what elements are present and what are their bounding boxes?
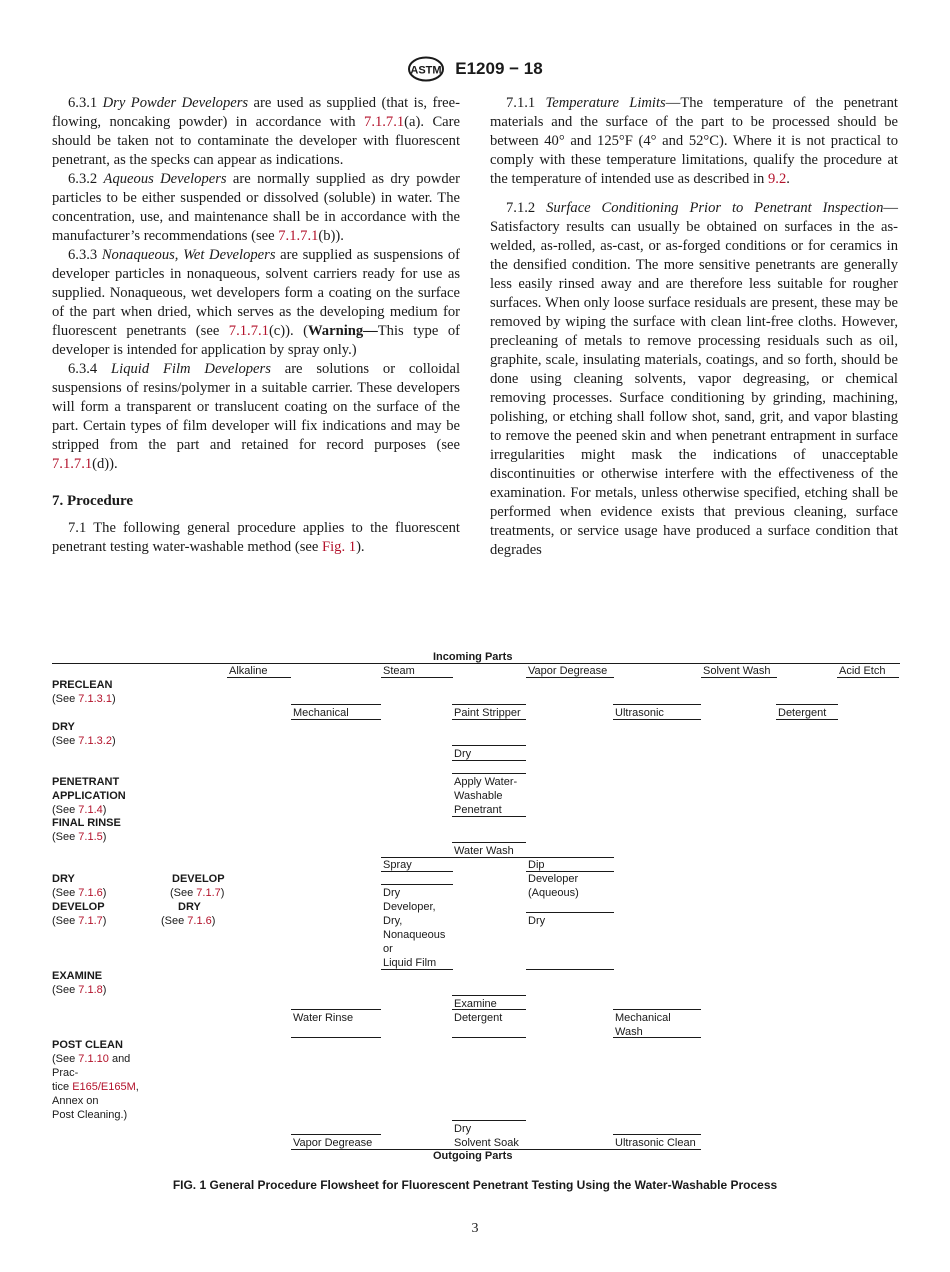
stage-develop: DEVELOP [52,901,105,913]
flow-line [452,1120,526,1121]
astm-logo-text: ASTM [410,64,442,77]
right-column [490,94,898,560]
flow-ultrasonic-clean: Ultrasonic Clean [615,1137,696,1149]
flow-dry: Dry [454,748,472,760]
stage-post-clean-ref-2: Prac- [52,1067,79,1079]
paragraph-7-1-1: 7.1.1 Temperature Limits—The temperature of the penetrant materials and the surface of the part to be processed should be between 40° and 125°F (4° and 52°C). Where it is not practical to comply with these temperature limitations, qualify the procedure at the temperature of intended use as described in 9.2. [490,95,898,187]
flow-line [526,912,614,913]
ref-link[interactable]: E165/E165M [72,1081,136,1093]
flow-apply-2: Washable [454,790,503,802]
stage-preclean-ref: (See 7.1.3.1) [52,693,116,705]
flow-solvent-soak: Solvent Soak [454,1137,519,1149]
stage-preclean: PRECLEAN [52,679,113,691]
stage-post-clean-ref-1: (See 7.1.10 and [52,1053,131,1065]
stage-dry-b: DRY [178,901,201,913]
stage-penetrant: PENETRANT [52,776,120,788]
ref-link[interactable]: 7.1.7.1 [278,228,319,244]
flow-line [291,719,381,720]
flow-line [291,1009,381,1010]
section-heading: 7. Procedure [52,493,134,509]
flow-line [291,1037,381,1038]
ref-link[interactable]: 7.1.7 [78,915,103,927]
flow-spray-box-4: Nonaqueous [383,929,446,941]
flow-bottom-vapor-degrease: Vapor Degrease [293,1137,373,1149]
flow-line [452,842,526,843]
ref-link[interactable]: 7.1.8 [78,984,103,996]
flow-line [701,677,777,678]
flow-line [613,1009,701,1010]
flow-acid-etch: Acid Etch [839,665,886,677]
flow-line [452,816,526,817]
flow-line [613,719,701,720]
flow-mechanical-wash-1: Mechanical [615,1012,671,1024]
astm-logo-icon [407,56,445,82]
ref-link[interactable]: 7.1.7.1 [364,114,405,130]
flow-steam: Steam [383,665,415,677]
flow-line [613,1037,701,1038]
flow-line [227,677,291,678]
flowsheet-figure [0,640,950,1170]
flow-solvent-wash: Solvent Wash [703,665,771,677]
stage-dry-ref: (See 7.1.3.2) [52,735,116,747]
page-header [0,56,950,82]
flow-line [452,995,526,996]
flow-mechanical: Mechanical [293,707,349,719]
flow-dip: Dip [528,859,545,871]
flow-examine: Examine [454,998,497,1010]
flow-water-rinse: Water Rinse [293,1012,354,1024]
incoming-rule [52,663,900,664]
stage-examine: EXAMINE [52,970,103,982]
flow-line [837,677,899,678]
stage-post-clean-ref-5: Post Cleaning.) [52,1109,128,1121]
stage-post-clean: POST CLEAN [52,1039,123,1051]
stage-post-clean-ref-4: Annex on [52,1095,99,1107]
stage-final-rinse: FINAL RINSE [52,817,121,829]
stage-dry-b-ref: (See 7.1.6) [161,915,216,927]
flow-spray-box-5: or [383,943,393,955]
flow-alkaline: Alkaline [229,665,268,677]
stage-develop-b-ref: (See 7.1.7) [170,887,225,899]
figure-link[interactable]: Fig. 1 [322,539,357,555]
ref-link[interactable]: 7.1.3.1 [78,693,112,705]
ref-link[interactable]: 7.1.7.1 [228,323,269,339]
outgoing-parts-label: Outgoing Parts [433,1150,513,1162]
flow-line [381,884,453,885]
ref-link[interactable]: 7.1.6 [78,887,103,899]
flow-line [526,969,614,970]
flow-dip-box-2: (Aqueous) [528,887,579,899]
flow-line [452,1037,526,1038]
flow-ultrasonic: Ultrasonic [615,707,664,719]
flow-spray-box-1: Dry [383,887,401,899]
left-column [52,94,460,557]
flow-line [613,704,701,705]
ref-link[interactable]: 7.1.7.1 [52,456,93,472]
paragraph-6-3-1: 6.3.1 Dry Powder Developers are used as supplied (that is, free-flowing, noncaking powder) in accordance with 7.1.7.1(a). Care should be taken not to contaminate the developer with fluorescent penetrant, as the specks can appear as indications. [52,95,460,168]
stage-examine-ref: (See 7.1.8) [52,984,107,996]
flow-line [452,745,526,746]
ref-link[interactable]: 7.1.5 [78,831,103,843]
ref-link[interactable]: 7.1.4 [78,804,103,816]
flow-spray: Spray [383,859,412,871]
flow-line [452,760,526,761]
flow-line [526,857,614,858]
stage-application: APPLICATION [52,790,126,802]
flow-spray-box-3: Dry, [383,915,403,927]
stage-develop-b: DEVELOP [172,873,225,885]
ref-link[interactable]: 9.2 [768,171,787,187]
flow-mechanical-wash-2: Wash [615,1026,643,1038]
stage-penetrant-ref: (See 7.1.4) [52,804,107,816]
page-number: 3 [471,1221,479,1236]
flow-line [452,704,526,705]
flow-spray-box-2: Developer, [383,901,436,913]
flow-line [776,719,838,720]
flow-line [381,677,453,678]
flow-dip-dry: Dry [528,915,546,927]
paragraph-6-3-2: 6.3.2 Aqueous Developers are normally supplied as dry powder particles to be either suspended or dissolved (soluble) in water. The concentration, use, and maintenance shall be in accordance with the manufacturer’s recommendations (see 7.1.7.1(b)). [52,171,460,244]
document-designation: E1209 − 18 [455,59,543,78]
stage-dry-2-ref: (See 7.1.6) [52,887,107,899]
stage-post-clean-ref-3: tice E165/E165M, [52,1081,139,1093]
flow-line [291,704,381,705]
flow-spray-box-6: Liquid Film [383,957,437,969]
flow-line [452,857,526,858]
flow-detergent: Detergent [778,707,827,719]
flow-apply-3: Penetrant [454,804,502,816]
paragraph-7-1-2: 7.1.2 Surface Conditioning Prior to Penetrant Inspection—Satisfactory results can usually be obtained on surfaces in the as-welded, as-rolled, as-cast, or as-forged conditions or for ceramics in the densified condition. The more sensitive penetrants are generally less easily rinsed away and are therefore less suitable for rougher surfaces. When only loose surface residuals are present, these may be removed by wiping the surface with clean lint-free cloths. However, precleaning of metals to remove processing residuals such as oil, graphite, scale, insulating materials, coatings, and so forth, should be done using cleaning solvents, vapor degreasing, or chemical removing processes. Surface conditioning by grinding, machining, polishing, or etching shall follow shot, sand, grit, and vapor blasting to remove the peened skin and when penetrant entrapment in surface irregularities might mask the indications of unacceptable discontinuities or otherwise interfere with the effectiveness of the examination. For metals, unless otherwise specified, etching shall be performed when evidence exists that previous cleaning, surface treatments, or service usage have produced a surface condition that degrades [490,200,898,558]
stage-final-rinse-ref: (See 7.1.5) [52,831,107,843]
ref-link[interactable]: 7.1.6 [187,915,212,927]
flow-line [291,1134,381,1135]
flow-line [381,969,453,970]
flow-apply-1: Apply Water- [454,776,518,788]
flow-line [452,773,526,774]
ref-link[interactable]: 7.1.3.2 [78,735,112,747]
flow-line [381,871,453,872]
flow-line [452,1009,526,1010]
flow-line [776,704,838,705]
ref-link[interactable]: 7.1.10 [78,1053,109,1065]
flow-paint-stripper: Paint Stripper [454,707,521,719]
ref-link[interactable]: 7.1.7 [196,887,221,899]
flow-post-detergent: Detergent [454,1012,503,1024]
incoming-parts-label: Incoming Parts [433,651,513,663]
paragraph-6-3-3: 6.3.3 Nonaqueous, Wet Developers are supplied as suspensions of developer particles in nonaqueous, solvent carriers ready for use as supplied. Nonaqueous, wet developers form a coating on the surface of the part when dried, which serves as the developing medium for fluorescent penetrants (see 7.1.7.1(c)). (Warning—This type of developer is intended for application by spray only.) [52,247,460,358]
stage-dry: DRY [52,721,75,733]
paragraph-7-1: 7.1 The following general procedure applies to the fluorescent penetrant testing water-washable method (see Fig. 1). [52,520,460,555]
flow-line [452,719,526,720]
figure-caption: FIG. 1 General Procedure Flowsheet for Fluorescent Penetrant Testing Using the Water-Washable Process [172,1178,778,1192]
flow-vapor-degrease: Vapor Degrease [528,665,608,677]
flow-line [613,1134,701,1135]
stage-dry-2: DRY [52,873,75,885]
flow-bottom-dry: Dry [454,1123,472,1135]
flow-line [526,677,614,678]
flow-dip-box-1: Developer [528,873,579,885]
paragraph-6-3-4: 6.3.4 Liquid Film Developers are solutions or colloidal suspensions of resins/polymer in a suitable carrier. These developers will form a transparent or translucent coating on the surface of the part. Certain types of film developer will fix indications and may be stripped from the part and retained for record purposes (see 7.1.7.1(d)). [52,361,460,472]
flow-water-wash: Water Wash [454,845,514,857]
stage-develop-ref: (See 7.1.7) [52,915,107,927]
